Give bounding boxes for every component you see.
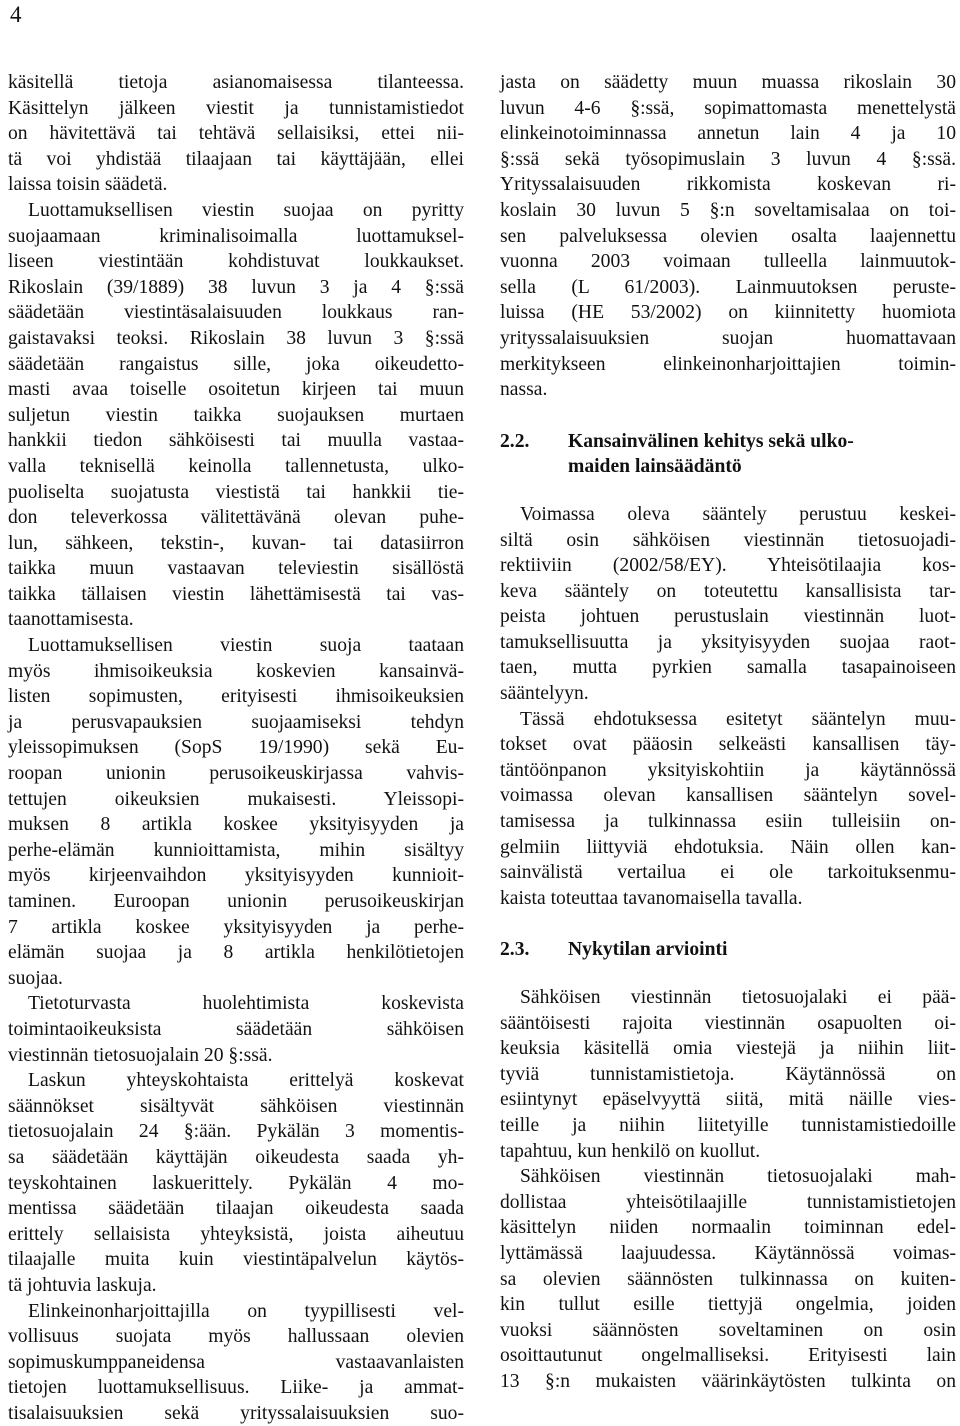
text-line: don televerkossa välitettävänä olevan puhe- (8, 505, 464, 531)
text-line: sopimuskumppaneidensa vastaavanlaisten (8, 1350, 464, 1376)
paragraph (8, 198, 464, 633)
text-line: perhe-elämän kunnioittamista, mihin sisältyy (8, 838, 464, 864)
text-line: nassa. (500, 377, 956, 403)
text-line: laissa toisin säädetä. (8, 172, 464, 198)
text-line: peista johtuen perustuslain viestinnän luot- (500, 604, 956, 630)
text-line: viestinnän tietosuojalain 20 §:ssä. (8, 1043, 464, 1069)
text-line: 13 §:n mukaisten väärinkäytösten tulkinta on (500, 1369, 956, 1395)
text-line: Voimassa oleva sääntely perustuu keskei- (500, 502, 956, 528)
text-line: gaistavaksi teoksi. Rikoslain 38 luvun 3 §:ssä (8, 326, 464, 352)
text-line: suojaamaan kriminalisoimalla luottamuksel- (8, 224, 464, 250)
section-number: 2.3. (500, 937, 568, 963)
text-line: taminen. Euroopan unionin perusoikeuskirjan (8, 889, 464, 915)
text-line: sen palveluksessa olevien osalta laajennettu (500, 224, 956, 250)
section-title-line: Kansainvälinen kehitys sekä ulko- (568, 429, 956, 455)
text-line: tettujen oikeuksien mukaisesti. Yleissopi- (8, 787, 464, 813)
text-line: Tietoturvasta huolehtimista koskevista (8, 991, 464, 1017)
text-line: säädetään viestintäsalaisuuden loukkaus ran- (8, 300, 464, 326)
text-line: listen sopimusten, erityisesti ihmisoikeuksien (8, 684, 464, 710)
text-line: täntöönpanon yksityiskohtiin ja käytännössä (500, 758, 956, 784)
text-line: teyskohtainen laskuerittely. Pykälän 4 mo- (8, 1171, 464, 1197)
section-number: 2.2. (500, 429, 568, 480)
text-line: hankkii tiedon sähköisesti tai muulla vastaa- (8, 428, 464, 454)
text-line: tyviä tunnistamistietoja. Käytännössä on (500, 1062, 956, 1088)
text-line: tietosuojalain 24 §:ään. Pykälän 3 momentis- (8, 1119, 464, 1145)
text-line: merkitykseen elinkeinonharjoittajien toimin- (500, 352, 956, 378)
text-line: elinkeinotoiminnassa annetun lain 4 ja 10 (500, 121, 956, 147)
text-line: Rikoslain (39/1889) 38 luvun 3 ja 4 §:ssä (8, 275, 464, 301)
text-line: mentissa säädetään tilaajan oikeudesta saada (8, 1196, 464, 1222)
text-line: teille ja niihin liitetyille tunnistamistiedoille (500, 1113, 956, 1139)
text-line: myös kirjeenvaihdon yksityisyyden kunnioit- (8, 863, 464, 889)
text-line: Elinkeinonharjoittajilla on tyypillisesti vel- (8, 1299, 464, 1325)
section-title-line: Nykytilan arviointi (568, 937, 956, 963)
text-line: yleissopimuksen (SopS 19/1990) sekä Eu- (8, 735, 464, 761)
text-line: roopan unionin perusoikeuskirjassa vahvis- (8, 761, 464, 787)
text-line: tapahtuu, kun henkilö on kuollut. (500, 1139, 956, 1165)
page-number: 4 (10, 2, 22, 28)
text-line: esiintynyt epäselvyyttä siitä, mitä näille vies- (500, 1087, 956, 1113)
paragraph (500, 502, 956, 707)
text-line: dollistaa yhteisötilaajille tunnistamistietojen (500, 1190, 956, 1216)
text-line: Tässä ehdotuksessa esitetyt sääntelyn muu- (500, 707, 956, 733)
text-line: taanottamisesta. (8, 607, 464, 633)
paragraph (8, 70, 464, 198)
text-line: elämän suojaa ja 8 artikla henkilötietojen (8, 940, 464, 966)
text-line: voimassa olevan kansallisen sääntelyn sovel- (500, 783, 956, 809)
text-line: myös ihmisoikeuksia koskevien kansainvä- (8, 659, 464, 685)
text-line: luissa (HE 53/2002) on kiinnitetty huomiota (500, 300, 956, 326)
text-line: masti avaa toiselle osoitetun kirjeen tai muun (8, 377, 464, 403)
text-line: siltä osin sähköisen viestinnän tietosuojadi- (500, 528, 956, 554)
text-line: tamuksellisuutta ja yksityisyyden suojaa raot- (500, 630, 956, 656)
section-title-line: maiden lainsäädäntö (568, 454, 956, 480)
section-heading (500, 429, 956, 480)
text-line: Käsittelyn jälkeen viestit ja tunnistamistiedot (8, 96, 464, 122)
text-line: tietojen luottamuksellisuus. Liike- ja ammat- (8, 1375, 464, 1401)
text-line: sääntöisesti rajoita viestinnän osapuolten oi- (500, 1011, 956, 1037)
text-line: säädetään rangaistus sille, joka oikeudetto- (8, 352, 464, 378)
paragraph (500, 70, 956, 403)
text-line: vollisuus suojata myös hallussaan olevien (8, 1324, 464, 1350)
text-line: erittely sellaisista yhteyksistä, joista aiheutuu (8, 1222, 464, 1248)
text-line: keuksia käsitellä omia viestejä ja niihin liit- (500, 1036, 956, 1062)
text-line: Yrityssalaisuuden rikkomista koskevan ri- (500, 172, 956, 198)
text-line: lun, sähkeen, tekstin-, kuvan- tai datasiirron (8, 531, 464, 557)
text-line: kin tullut esille tiettyjä ongelmia, joiden (500, 1292, 956, 1318)
text-line: puoliselta suojatusta viestistä tai hankkii tie- (8, 480, 464, 506)
paragraph (500, 1164, 956, 1394)
text-line: taikka muun vastaavan televiestin sisällöstä (8, 556, 464, 582)
text-line: luvun 4-6 §:ssä, sopimattomasta menettelystä (500, 96, 956, 122)
text-line: tilaajalle muita kuin viestintäpalvelun käytös- (8, 1247, 464, 1273)
section-heading (500, 937, 956, 963)
text-line: tä voi yhdistää tilaajaan tai käyttäjään, ellei (8, 147, 464, 173)
text-line: keva sääntely on toteutettu kansallisista tar- (500, 579, 956, 605)
text-line: vuoksi säännösten soveltaminen on osin (500, 1318, 956, 1344)
text-line: vuonna 2003 voimaan tulleella lainmuutok- (500, 249, 956, 275)
text-line: osoittautunut ongelmalliseksi. Erityisesti lain (500, 1343, 956, 1369)
text-line: toimintaoikeuksista säädetään sähköisen (8, 1017, 464, 1043)
text-line: on hävitettävä tai tehtävä sellaisiksi, ettei nii- (8, 121, 464, 147)
text-line: §:ssä sekä työsopimuslain 3 luvun 4 §:ssä. (500, 147, 956, 173)
text-line: jasta on säädetty muun muassa rikoslain 30 (500, 70, 956, 96)
text-line: Luottamuksellisen viestin suoja taataan (8, 633, 464, 659)
paragraph (500, 707, 956, 912)
text-line: gelmiin liittyviä ehdotuksia. Näin ollen kan- (500, 835, 956, 861)
text-line: sa säädetään käyttäjän oikeudesta saada yh- (8, 1145, 464, 1171)
text-line: sääntelyyn. (500, 681, 956, 707)
text-line: Laskun yhteyskohtaista erittelyä koskevat (8, 1068, 464, 1094)
text-line: lyttämässä laajuudessa. Käytännössä voimas- (500, 1241, 956, 1267)
text-line: yrityssalaisuuksien suojan huomattavaan (500, 326, 956, 352)
text-line: suljetun viestin taikka suojauksen murtaen (8, 403, 464, 429)
text-line: taikka tällaisen viestin lähettämisestä tai vas- (8, 582, 464, 608)
text-line: valla teknisellä keinolla tallennetusta, ulko- (8, 454, 464, 480)
text-line: taen, mutta pyrkien samalla tasapainoiseen (500, 655, 956, 681)
text-line: tokset ovat pääosin selkeästi kansallisen täy- (500, 732, 956, 758)
text-line: käsittelyn niiden normaalin toiminnan edel- (500, 1215, 956, 1241)
text-line: koslain 30 luvun 5 §:n soveltamisalaa on toi- (500, 198, 956, 224)
text-line: rektiiviin (2002/58/EY). Yhteisötilaajia kos- (500, 553, 956, 579)
text-line: Luottamuksellisen viestin suojaa on pyritty (8, 198, 464, 224)
text-line: Sähköisen viestinnän tietosuojalaki mah- (500, 1164, 956, 1190)
section-title (568, 937, 956, 963)
left-column (8, 70, 464, 1426)
text-line: sella (L 61/2003). Lainmuutoksen peruste- (500, 275, 956, 301)
text-line: tisalaisuuksien sekä yrityssalaisuuksien suo- (8, 1401, 464, 1426)
text-line: tamisessa ja tulkinnassa esiin tulleisiin on- (500, 809, 956, 835)
text-line: sainvälistä vertailua ei ole tarkoituksenmu- (500, 860, 956, 886)
text-line: ja perusvapauksien suojaamiseksi tehdyn (8, 710, 464, 736)
text-line: Sähköisen viestinnän tietosuojalaki ei pää- (500, 985, 956, 1011)
text-line: säännökset sisältyvät sähköisen viestinnän (8, 1094, 464, 1120)
paragraph (8, 991, 464, 1068)
text-line: muksen 8 artikla koskee yksityisyyden ja (8, 812, 464, 838)
text-line: kaista toteuttaa tavanomaisella tavalla. (500, 886, 956, 912)
paragraph (8, 1068, 464, 1298)
text-line: sa olevien säännösten tulkinnassa on kuiten- (500, 1267, 956, 1293)
text-line: tä johtuvia laskuja. (8, 1273, 464, 1299)
text-line: 7 artikla koskee yksityisyyden ja perhe- (8, 915, 464, 941)
paragraph (8, 633, 464, 991)
section-title (568, 429, 956, 480)
paragraph (500, 985, 956, 1164)
text-line: suojaa. (8, 966, 464, 992)
text-line: liseen viestintään kohdistuvat loukkaukset. (8, 249, 464, 275)
right-column (500, 70, 956, 1395)
text-line: käsitellä tietoja asianomaisessa tilanteessa. (8, 70, 464, 96)
